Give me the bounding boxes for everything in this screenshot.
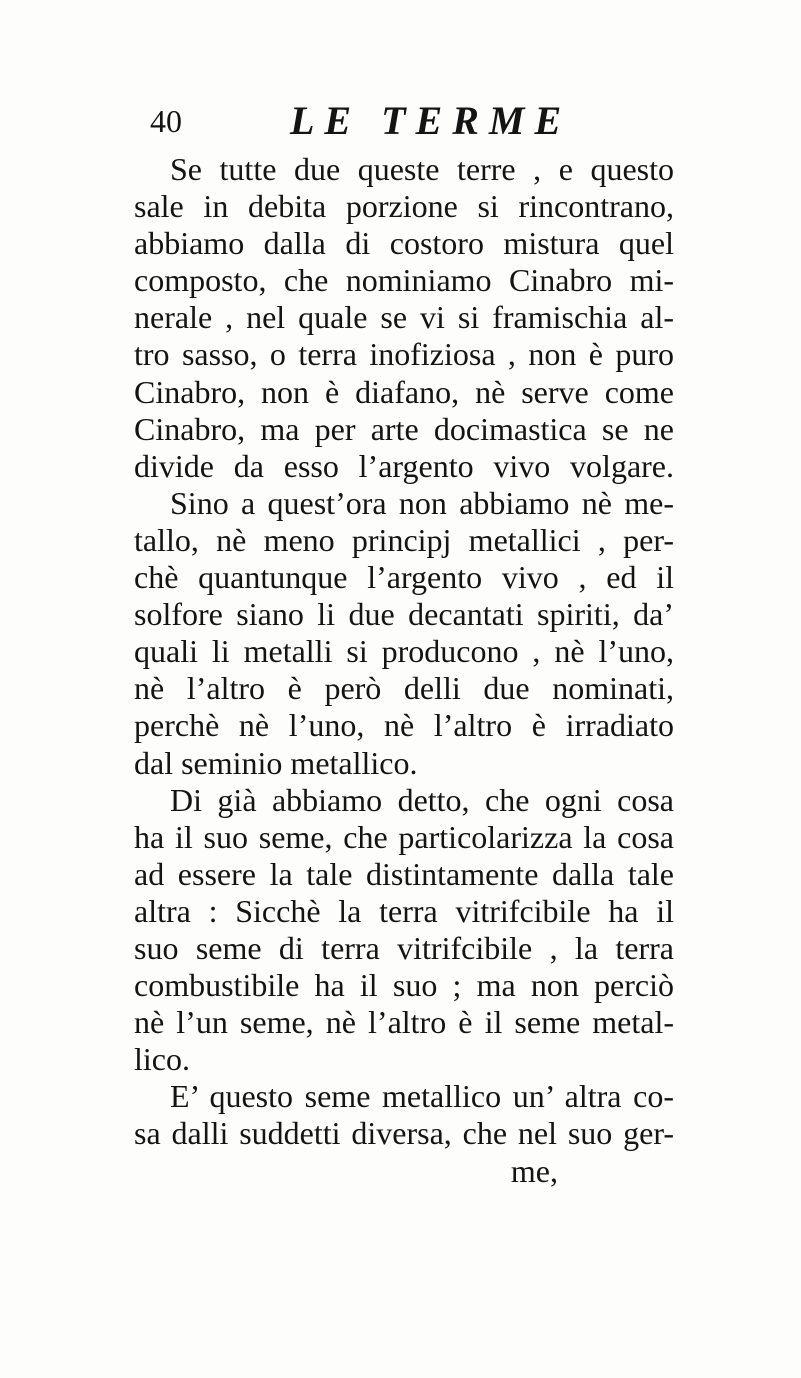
text-line: suo seme di terra vitrifcibile , la terra — [134, 929, 674, 966]
text-line: sale in debita porzione si rincontrano, — [134, 188, 674, 225]
text-line: nè l’altro è però delli due nominati, — [134, 670, 674, 707]
text-line: ad essere la tale distintamente dalla tale — [134, 855, 674, 892]
text-line: tro sasso, o terra inofiziosa , non è puro — [134, 336, 674, 373]
text-line: chè quantunque l’argento vivo , ed il — [134, 559, 674, 596]
text-line: perchè nè l’uno, nè l’altro è irradiato — [134, 707, 674, 744]
running-title: LE TERME — [290, 98, 572, 143]
body-text — [134, 151, 674, 1190]
text-line: Sino a quest’ora non abbiamo nè me- — [170, 484, 674, 521]
text-line: ha il suo seme, che particolarizza la cosa — [134, 818, 674, 855]
text-line: tallo, nè meno principj metallici , per- — [134, 521, 674, 558]
running-head — [150, 96, 650, 146]
text-line: divide da esso l’argento vivo volgare. — [134, 447, 674, 484]
text-line: combustibile ha il suo ; ma non perciò — [134, 967, 674, 1004]
text-line: composto, che nominiamo Cinabro mi- — [134, 262, 674, 299]
text-line: sa dalli suddetti diversa, che nel suo ger- — [134, 1115, 674, 1152]
text-line: abbiamo dalla di costoro mistura quel — [134, 225, 674, 262]
text-line: lico. — [134, 1041, 190, 1078]
page-number: 40 — [150, 103, 182, 139]
text-line: nerale , nel quale se vi si framischia al- — [134, 299, 674, 336]
text-line: dal seminio metallico. — [134, 744, 418, 781]
text-line: Se tutte due queste terre , e questo — [170, 151, 674, 187]
text-line: nè l’un seme, nè l’altro è il seme metal- — [134, 1004, 674, 1041]
text-line: me, — [510, 1152, 558, 1189]
text-line: Cinabro, non è diafano, nè serve come — [134, 373, 674, 410]
text-line: E’ questo seme metallico un’ altra co- — [170, 1078, 674, 1115]
text-line: Cinabro, ma per arte docimastica se ne — [134, 410, 674, 447]
text-line: altra : Sicchè la terra vitrifcibile ha il — [134, 892, 674, 929]
text-line: quali li metalli si producono , nè l’uno, — [134, 633, 674, 670]
text-line: solfore siano li due decantati spiriti, da’ — [134, 596, 674, 633]
text-line: Di già abbiamo detto, che ogni cosa — [170, 781, 674, 818]
